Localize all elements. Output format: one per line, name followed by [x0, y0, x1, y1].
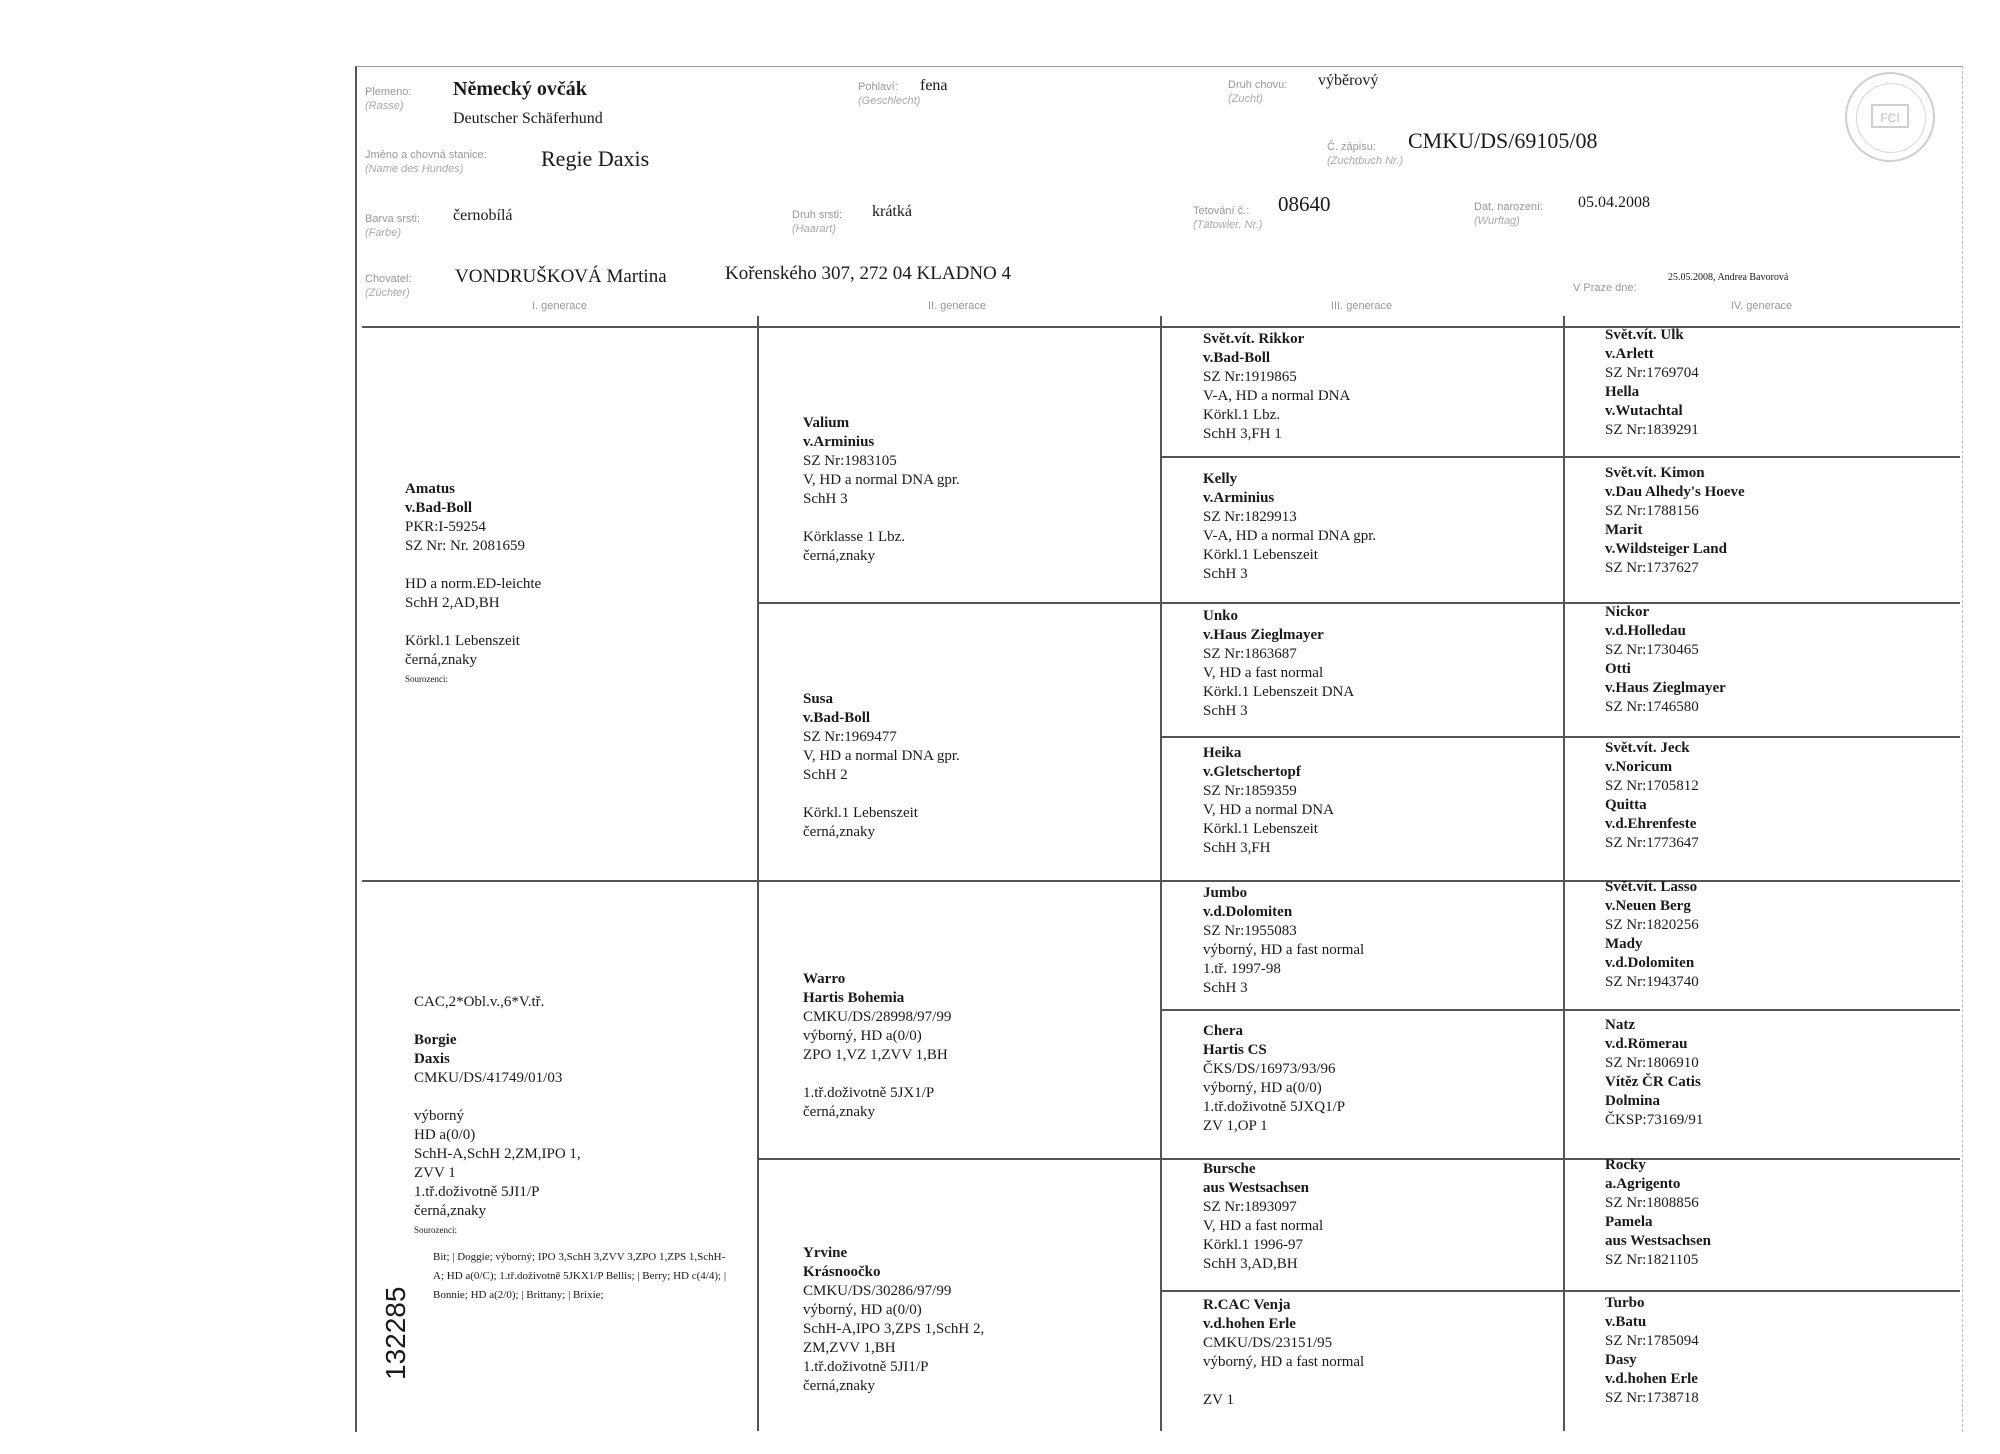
gen2-ancestor-1-line-7: černá,znaky	[803, 548, 876, 564]
breeding-type-label-text: Druh chovu:	[1228, 79, 1288, 91]
gen2-ancestor-3-line-4: ZPO 1,VZ 1,ZVV 1,BH	[803, 1047, 948, 1063]
gen2-ancestor-4-line-5: ZM,ZVV 1,BH	[803, 1340, 896, 1356]
gen3-ancestor-2-line-3: V-A, HD a normal DNA gpr.	[1203, 528, 1377, 544]
breed-de-value: Deutscher Schäferhund	[453, 110, 603, 127]
gen2-ancestor-3-line-2: CMKU/DS/28998/97/99	[803, 1009, 952, 1025]
gen1-sire	[405, 480, 541, 689]
gen2-ancestor-3-line-0: Warro	[803, 971, 846, 987]
gen2-ancestor-3-line-5	[803, 1065, 951, 1084]
breed-label-text: Plemeno:	[365, 86, 412, 98]
gen4-ancestor-1	[1605, 326, 1699, 440]
gen3-ancestor-3-line-0: Unko	[1203, 608, 1239, 624]
gen3-ancestor-8	[1203, 1296, 1364, 1410]
gen4-ancestor-2	[1605, 464, 1745, 578]
gen3-ancestor-2-line-0: Kelly	[1203, 471, 1238, 487]
gen1-sire-line-3: SZ Nr: Nr. 2081659	[405, 538, 525, 554]
gen3-ancestor-3	[1203, 607, 1354, 721]
gen3-ancestor-1-line-2: SZ Nr:1919865	[1203, 369, 1297, 385]
gen4-ancestor-4-line-4: v.d.Ehrenfeste	[1605, 816, 1697, 832]
gen4-ancestor-8-line-4: v.d.hohen Erle	[1605, 1371, 1698, 1387]
gen4-ancestor-3-line-0: Nickor	[1605, 604, 1650, 620]
reg-label-text: Č. zápisu:	[1327, 141, 1376, 153]
gen3-ancestor-1-line-5: SchH 3,FH 1	[1203, 426, 1282, 442]
gen4-ancestor-5-line-2: SZ Nr:1820256	[1605, 917, 1699, 933]
gen4-ancestor-4-line-0: Svět.vít. Jeck	[1605, 740, 1690, 756]
grid-eighth-line-4	[1160, 1290, 1960, 1292]
gen4-ancestor-7-line-5: SZ Nr:1821105	[1605, 1252, 1699, 1268]
gen4-ancestor-7-line-0: Rocky	[1605, 1157, 1646, 1173]
grid-eighth-line-1	[1160, 456, 1960, 458]
coat-label-de: (Haarart)	[792, 223, 837, 235]
gen3-ancestor-8-line-2: CMKU/DS/23151/95	[1203, 1335, 1333, 1351]
gen1-dam-siblings: Bit; | Doggie; výborný; IPO 3,SchH 3,ZVV 3,ZPO 1,ZPS 1,SchH-A; HD a(0/C); 1.tř.doživotně 5JKX1/P Bellis; | Berry; HD c(4/4); | Bonnie; HD a(2/0); | Brittany; | Brixie;	[433, 1251, 727, 1301]
gen2-ancestor-1-line-2: SZ Nr:1983105	[803, 453, 897, 469]
gen2-ancestor-4-line-3: výborný, HD a(0/0)	[803, 1302, 922, 1318]
gen1-dam-line-3: Daxis	[414, 1051, 450, 1067]
gen2-ancestor-4-line-2: CMKU/DS/30286/97/99	[803, 1283, 952, 1299]
dob-label-text: Dat. narození:	[1474, 201, 1544, 213]
issued-label: V Praze dne:	[1573, 282, 1637, 294]
fci-stamp-text: FCI	[1871, 104, 1909, 128]
color-label	[365, 212, 420, 240]
gen3-ancestor-6-line-3: výborný, HD a(0/0)	[1203, 1080, 1322, 1096]
gen4-ancestor-1-line-0: Svět.vít. Ulk	[1605, 327, 1684, 343]
gen4-ancestor-7-line-3: Pamela	[1605, 1214, 1653, 1230]
gen4-ancestor-6-line-3: Vítěz ČR Catis	[1605, 1074, 1701, 1090]
color-label-de: (Farbe)	[365, 227, 402, 239]
issued-value: 25.05.2008, Andrea Bavorová	[1668, 272, 1789, 283]
gen2-ancestor-4-line-1: Krásnoočko	[803, 1264, 881, 1280]
coat-value: krátká	[872, 203, 912, 220]
generation-header-3: III. generace	[1330, 300, 1393, 312]
gen4-ancestor-8-line-2: SZ Nr:1785094	[1605, 1333, 1699, 1349]
gen4-ancestor-7-line-4: aus Westsachsen	[1605, 1233, 1711, 1249]
gen1-sire-line-8: Körkl.1 Lebenszeit	[405, 633, 520, 649]
breeding-type-label	[1228, 78, 1287, 106]
gen4-ancestor-6-line-2: SZ Nr:1806910	[1605, 1055, 1699, 1071]
gen3-ancestor-2-line-1: v.Arminius	[1203, 490, 1275, 506]
gen4-ancestor-3-line-5: SZ Nr:1746580	[1605, 699, 1699, 715]
grid-col-line-3	[1563, 316, 1565, 1431]
breeder-label-text: Chovatel:	[365, 273, 412, 285]
reg-label-de: (Zuchtbuch Nr.)	[1327, 155, 1404, 167]
gen3-ancestor-2-line-5: SchH 3	[1203, 566, 1248, 582]
gen3-ancestor-7-line-3: V, HD a fast normal	[1203, 1218, 1324, 1234]
breed-label-de: (Rasse)	[365, 100, 404, 112]
gen3-ancestor-6-line-1: Hartis CS	[1203, 1042, 1267, 1058]
gen1-sire-line-2: PKR:I-59254	[405, 519, 486, 535]
sex-label-text: Pohlaví:	[858, 81, 898, 93]
gen1-dam-line-1	[414, 1012, 581, 1031]
gen2-ancestor-1-line-6: Körklasse 1 Lbz.	[803, 529, 906, 545]
gen2-ancestor-3-line-6: 1.tř.doživotně 5JX1/P	[803, 1085, 935, 1101]
gen2-ancestor-2-line-6: Körkl.1 Lebenszeit	[803, 805, 918, 821]
gen2-ancestor-1-line-4: SchH 3	[803, 491, 848, 507]
gen2-ancestor-4-line-4: SchH-A,IPO 3,ZPS 1,SchH 2,	[803, 1321, 985, 1337]
grid-quarter-line-2	[757, 1158, 1960, 1160]
gen3-ancestor-3-line-1: v.Haus Zieglmayer	[1203, 627, 1324, 643]
gen2-ancestor-2-line-5	[803, 785, 960, 804]
gen3-ancestor-8-line-0: R.CAC Venja	[1203, 1297, 1291, 1313]
gen2-ancestor-4-line-0: Yrvine	[803, 1245, 848, 1261]
gen3-ancestor-1-line-1: v.Bad-Boll	[1203, 350, 1271, 366]
gen4-ancestor-5-line-5: SZ Nr:1943740	[1605, 974, 1699, 990]
breeder-label-de: (Züchter)	[365, 287, 410, 299]
breeding-type-value: výběrový	[1318, 72, 1379, 89]
coat-label	[792, 208, 842, 236]
grid-half-line	[362, 880, 1960, 882]
fci-stamp	[1845, 72, 1935, 162]
gen4-ancestor-6-line-4: Dolmina	[1605, 1093, 1661, 1109]
dob-value: 05.04.2008	[1578, 194, 1650, 211]
generation-header-1: I. generace	[531, 300, 588, 312]
gen4-ancestor-2-line-1: v.Dau Alhedy's Hoeve	[1605, 484, 1745, 500]
tattoo-label-text: Tetování č.:	[1193, 205, 1250, 217]
gen4-ancestor-5-line-3: Mady	[1605, 936, 1643, 952]
gen3-ancestor-5-line-1: v.d.Dolomiten	[1203, 904, 1293, 920]
gen3-ancestor-4-line-5: SchH 3,FH	[1203, 840, 1271, 856]
gen4-ancestor-2-line-2: SZ Nr:1788156	[1605, 503, 1699, 519]
breeder-name: VONDRUŠKOVÁ Martina	[455, 266, 667, 287]
gen4-ancestor-6-line-1: v.d.Römerau	[1605, 1036, 1688, 1052]
gen2-ancestor-4	[803, 1244, 984, 1396]
gen4-ancestor-1-line-4: v.Wutachtal	[1605, 403, 1683, 419]
sex-label	[858, 80, 920, 108]
gen3-ancestor-4-line-4: Körkl.1 Lebenszeit	[1203, 821, 1318, 837]
gen4-ancestor-1-line-1: v.Arlett	[1605, 346, 1654, 362]
grid-col-line-1	[757, 316, 759, 1431]
gen3-ancestor-1-line-4: Körkl.1 Lbz.	[1203, 407, 1281, 423]
sex-label-de: (Geschlecht)	[858, 95, 921, 107]
gen3-ancestor-6	[1203, 1022, 1345, 1136]
breeder-label	[365, 272, 411, 300]
gen4-ancestor-3-line-1: v.d.Holledau	[1605, 623, 1686, 639]
gen2-ancestor-3	[803, 970, 951, 1122]
gen1-dam-siblings-label: Sourozenci:	[414, 1225, 457, 1235]
gen3-ancestor-6-line-5: ZV 1,OP 1	[1203, 1118, 1268, 1134]
gen2-ancestor-2	[803, 690, 960, 842]
gen2-ancestor-2-line-3: V, HD a normal DNA gpr.	[803, 748, 960, 764]
gen1-sire-line-6: SchH 2,AD,BH	[405, 595, 500, 611]
gen3-ancestor-5	[1203, 884, 1364, 998]
gen4-ancestor-6-line-0: Natz	[1605, 1017, 1635, 1033]
gen1-sire-line-0: Amatus	[405, 481, 456, 497]
gen2-ancestor-1-line-0: Valium	[803, 415, 850, 431]
gen4-ancestor-6-line-5: ČKSP:73169/91	[1605, 1112, 1704, 1128]
reg-label	[1327, 140, 1403, 168]
gen3-ancestor-7-line-0: Bursche	[1203, 1161, 1256, 1177]
file-number: 132285	[380, 1286, 411, 1380]
gen3-ancestor-1-line-3: V-A, HD a normal DNA	[1203, 388, 1351, 404]
gen2-ancestor-2-line-7: černá,znaky	[803, 824, 876, 840]
gen4-ancestor-7	[1605, 1156, 1711, 1270]
gen1-dam-line-10: 1.tř.doživotně 5JI1/P	[414, 1184, 540, 1200]
gen4-ancestor-4-line-1: v.Noricum	[1605, 759, 1673, 775]
dog-name: Regie Daxis	[541, 146, 650, 171]
gen4-ancestor-2-line-0: Svět.vít. Kimon	[1605, 465, 1705, 481]
gen1-dam-line-7: HD a(0/0)	[414, 1127, 476, 1143]
gen3-ancestor-3-line-3: V, HD a fast normal	[1203, 665, 1324, 681]
gen3-ancestor-5-line-5: SchH 3	[1203, 980, 1248, 996]
gen3-ancestor-1-line-0: Svět.vít. Rikkor	[1203, 331, 1305, 347]
gen3-ancestor-2-line-2: SZ Nr:1829913	[1203, 509, 1297, 525]
gen2-ancestor-1-line-3: V, HD a normal DNA gpr.	[803, 472, 960, 488]
generation-header-2: II. generace	[927, 300, 987, 312]
gen3-ancestor-1	[1203, 330, 1350, 444]
reg-number: CMKU/DS/69105/08	[1408, 128, 1598, 153]
gen3-ancestor-2-line-4: Körkl.1 Lebenszeit	[1203, 547, 1318, 563]
gen1-sire-line-5: HD a norm.ED-leichte	[405, 576, 542, 592]
tattoo-value: 08640	[1278, 192, 1331, 216]
gen3-ancestor-7-line-2: SZ Nr:1893097	[1203, 1199, 1297, 1215]
gen4-ancestor-3	[1605, 603, 1726, 717]
sex-value: fena	[920, 77, 948, 94]
gen3-ancestor-8-line-1: v.d.hohen Erle	[1203, 1316, 1296, 1332]
gen1-dam-line-2: Borgie	[414, 1032, 457, 1048]
gen4-ancestor-8-line-0: Turbo	[1605, 1295, 1645, 1311]
gen3-ancestor-5-line-4: 1.tř. 1997-98	[1203, 961, 1281, 977]
gen4-ancestor-8-line-3: Dasy	[1605, 1352, 1637, 1368]
gen3-ancestor-7-line-5: SchH 3,AD,BH	[1203, 1256, 1298, 1272]
gen4-ancestor-7-line-1: a.Agrigento	[1605, 1176, 1681, 1192]
gen1-sire-line-9: černá,znaky	[405, 652, 478, 668]
gen1-dam-line-6: výborný	[414, 1108, 464, 1124]
color-label-text: Barva srsti:	[365, 213, 421, 225]
gen2-ancestor-2-line-0: Susa	[803, 691, 834, 707]
breeder-address: Kořenského 307, 272 04 KLADNO 4	[725, 263, 1012, 284]
gen1-sire-line-7	[405, 613, 541, 632]
gen4-ancestor-8	[1605, 1294, 1699, 1408]
gen3-ancestor-5-line-2: SZ Nr:1955083	[1203, 923, 1297, 939]
gen4-ancestor-8-line-5: SZ Nr:1738718	[1605, 1390, 1699, 1406]
breed-label	[365, 85, 411, 113]
coat-label-text: Druh srsti:	[792, 209, 843, 221]
gen3-ancestor-7-line-4: Körkl.1 1996-97	[1203, 1237, 1303, 1253]
grid-eighth-line-3	[1160, 1009, 1960, 1011]
gen2-ancestor-3-line-7: černá,znaky	[803, 1104, 876, 1120]
gen1-sire-siblings-label: Sourozenci:	[405, 674, 448, 684]
gen4-ancestor-5-line-0: Svět.vít. Lasso	[1605, 879, 1698, 895]
tattoo-label-de: (Tätowier. Nr.)	[1193, 219, 1263, 231]
gen3-ancestor-8-line-4	[1203, 1372, 1364, 1391]
gen4-ancestor-4-line-5: SZ Nr:1773647	[1605, 835, 1699, 851]
gen3-ancestor-6-line-0: Chera	[1203, 1023, 1243, 1039]
grid-eighth-line-2	[1160, 736, 1960, 738]
gen4-ancestor-3-line-4: v.Haus Zieglmayer	[1605, 680, 1726, 696]
gen2-ancestor-3-line-3: výborný, HD a(0/0)	[803, 1028, 922, 1044]
gen4-ancestor-4-line-3: Quitta	[1605, 797, 1647, 813]
gen4-ancestor-2-line-5: SZ Nr:1737627	[1605, 560, 1699, 576]
gen1-sire-line-4	[405, 556, 541, 575]
gen3-ancestor-5-line-0: Jumbo	[1203, 885, 1248, 901]
gen2-ancestor-1-line-1: v.Arminius	[803, 434, 875, 450]
gen2-ancestor-1	[803, 414, 960, 566]
grid-col-line-2	[1160, 316, 1162, 1431]
gen3-ancestor-4-line-1: v.Gletschertopf	[1203, 764, 1301, 780]
gen3-ancestor-3-line-2: SZ Nr:1863687	[1203, 646, 1297, 662]
gen2-ancestor-1-line-5	[803, 509, 960, 528]
name-label-de: (Name des Hundes)	[365, 163, 464, 175]
gen3-ancestor-4-line-0: Heika	[1203, 745, 1242, 761]
gen2-ancestor-2-line-4: SchH 2	[803, 767, 848, 783]
gen3-ancestor-8-line-5: ZV 1	[1203, 1392, 1234, 1408]
gen3-ancestor-6-line-2: ČKS/DS/16973/93/96	[1203, 1061, 1336, 1077]
breed-value: Německý ovčák	[453, 78, 587, 100]
gen3-ancestor-8-line-3: výborný, HD a fast normal	[1203, 1354, 1365, 1370]
gen3-ancestor-5-line-3: výborný, HD a fast normal	[1203, 942, 1365, 958]
gen1-dam-line-0: CAC,2*Obl.v.,6*V.tř.	[414, 994, 545, 1010]
gen4-ancestor-3-line-2: SZ Nr:1730465	[1605, 642, 1699, 658]
gen2-ancestor-3-line-1: Hartis Bohemia	[803, 990, 905, 1006]
color-value: černobílá	[453, 207, 513, 224]
gen4-ancestor-1-line-5: SZ Nr:1839291	[1605, 422, 1699, 438]
gen4-ancestor-8-line-1: v.Batu	[1605, 1314, 1647, 1330]
gen1-dam-line-4: CMKU/DS/41749/01/03	[414, 1070, 563, 1086]
gen3-ancestor-2	[1203, 470, 1376, 584]
gen3-ancestor-7-line-1: aus Westsachsen	[1203, 1180, 1309, 1196]
gen4-ancestor-2-line-4: v.Wildsteiger Land	[1605, 541, 1727, 557]
gen4-ancestor-3-line-3: Otti	[1605, 661, 1631, 677]
name-label	[365, 148, 487, 176]
gen1-sire-line-1: v.Bad-Boll	[405, 500, 473, 516]
gen1-dam	[414, 993, 581, 1240]
gen4-ancestor-2-line-3: Marit	[1605, 522, 1643, 538]
tattoo-label	[1193, 204, 1262, 232]
dob-label	[1474, 200, 1543, 228]
gen3-ancestor-3-line-4: Körkl.1 Lebenszeit DNA	[1203, 684, 1355, 700]
gen3-ancestor-6-line-4: 1.tř.doživotně 5JXQ1/P	[1203, 1099, 1346, 1115]
gen4-ancestor-1-line-2: SZ Nr:1769704	[1605, 365, 1699, 381]
dob-label-de: (Wurftag)	[1474, 215, 1520, 227]
gen4-ancestor-5-line-4: v.d.Dolomiten	[1605, 955, 1695, 971]
breeding-type-label-de: (Zucht)	[1228, 93, 1263, 105]
gen4-ancestor-4-line-2: SZ Nr:1705812	[1605, 778, 1699, 794]
gen1-dam-line-5	[414, 1088, 581, 1107]
grid-quarter-line-1	[757, 602, 1960, 604]
gen3-ancestor-4-line-2: SZ Nr:1859359	[1203, 783, 1297, 799]
gen2-ancestor-4-line-7: černá,znaky	[803, 1378, 876, 1394]
gen4-ancestor-1-line-3: Hella	[1605, 384, 1640, 400]
gen4-ancestor-5	[1605, 878, 1699, 992]
name-label-text: Jméno a chovná stanice:	[365, 149, 487, 161]
gen2-ancestor-4-line-6: 1.tř.doživotně 5JI1/P	[803, 1359, 929, 1375]
gen4-ancestor-6	[1605, 1016, 1703, 1130]
gen4-ancestor-5-line-1: v.Neuen Berg	[1605, 898, 1691, 914]
gen4-ancestor-7-line-2: SZ Nr:1808856	[1605, 1195, 1699, 1211]
gen1-dam-line-8: SchH-A,SchH 2,ZM,IPO 1,	[414, 1146, 581, 1162]
gen2-ancestor-2-line-1: v.Bad-Boll	[803, 710, 871, 726]
gen2-ancestor-2-line-2: SZ Nr:1969477	[803, 729, 897, 745]
gen3-ancestor-7	[1203, 1160, 1323, 1274]
gen1-dam-line-9: ZVV 1	[414, 1165, 456, 1181]
generation-header-4: IV. generace	[1730, 300, 1793, 312]
gen3-ancestor-4	[1203, 744, 1334, 858]
gen1-dam-line-11: černá,znaky	[414, 1203, 487, 1219]
gen4-ancestor-4	[1605, 739, 1699, 853]
gen3-ancestor-3-line-5: SchH 3	[1203, 703, 1248, 719]
gen3-ancestor-4-line-3: V, HD a normal DNA	[1203, 802, 1334, 818]
